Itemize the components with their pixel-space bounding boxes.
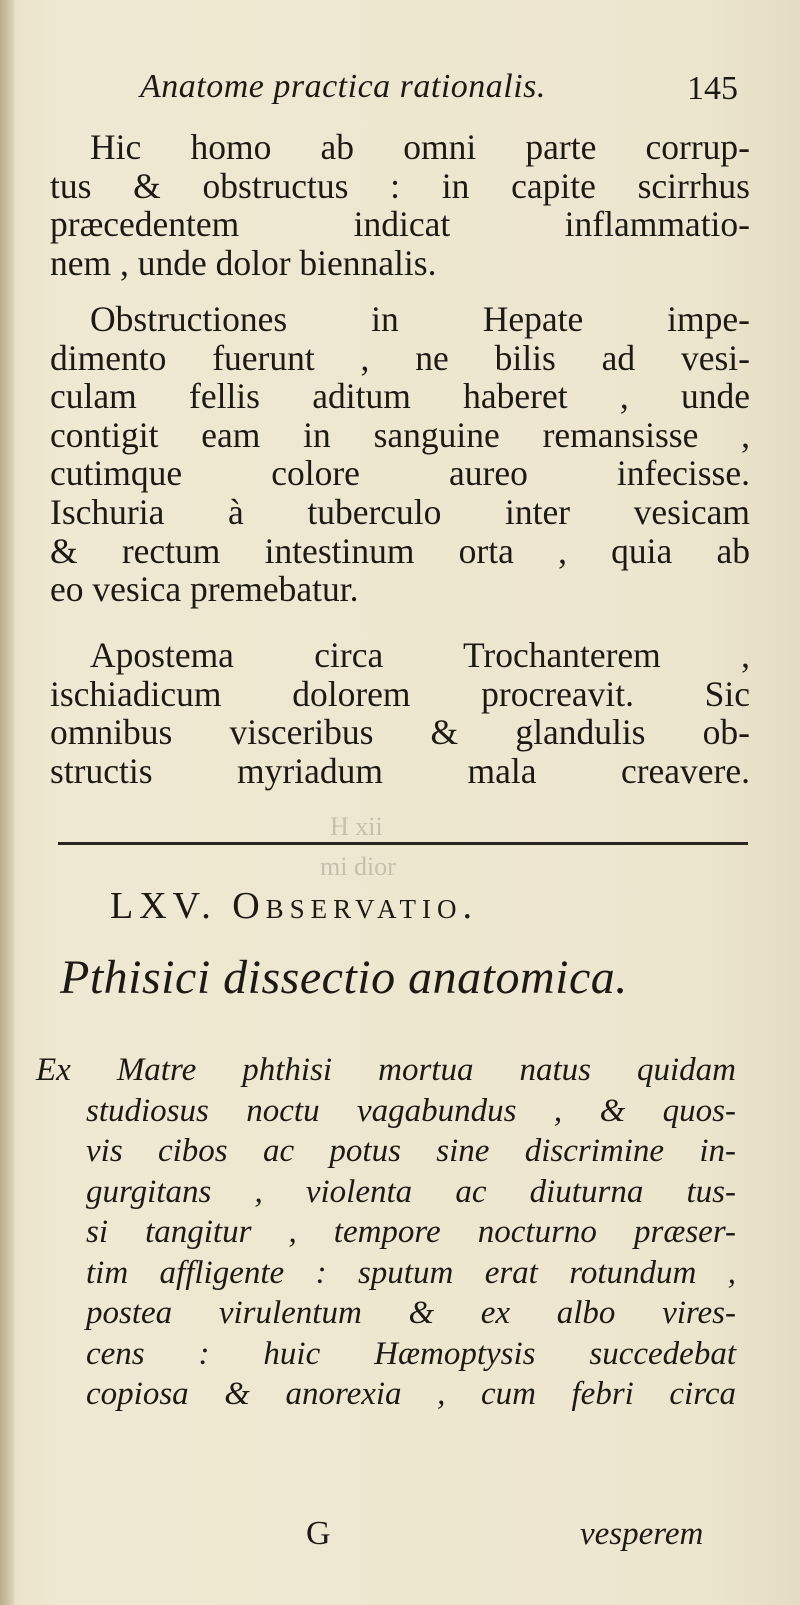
- page-number: 145: [687, 70, 738, 107]
- text-line: si tangitur , tempore nocturno præser-: [86, 1214, 736, 1250]
- observation-text: [36, 1050, 736, 1415]
- running-head: [118, 68, 738, 112]
- text-line: præcedentem indicat inflammatio-: [50, 204, 750, 245]
- text-line: Obstructiones in Hepate impe-: [90, 299, 750, 339]
- running-title: Anatome practica rationalis.: [140, 68, 546, 105]
- text-line: studiosus noctu vagabundus , & quos-: [86, 1092, 736, 1129]
- text-line: postea virulentum & ex albo vires-: [86, 1295, 736, 1331]
- section-rule: [58, 842, 748, 845]
- text-line: dimento fuerunt , ne bilis ad vesi-: [50, 337, 750, 378]
- text-line: cens : huic Hæmoptysis succedebat: [86, 1335, 736, 1372]
- text-line: structis myriadum mala creavere.: [50, 750, 750, 791]
- observation-subtitle: Pthisici dissectio anatomica.: [60, 951, 628, 1004]
- text-line: nem , unde dolor biennalis.: [50, 242, 437, 283]
- text-line: culam fellis aditum haberet , unde: [50, 376, 750, 417]
- text-line: & rectum intestinum orta , quia ab: [50, 530, 750, 571]
- paragraph-1: [50, 128, 750, 282]
- showthrough-text-upper: H xii: [330, 812, 383, 841]
- text-line: Ex Matre phthisi mortua natus quidam: [36, 1052, 736, 1088]
- text-line: gurgitans , violenta ac diuturna tus-: [86, 1173, 736, 1210]
- page-gutter: [0, 0, 14, 1605]
- text-line: omnibus visceribus & glandulis ob-: [50, 712, 750, 753]
- catchword: vesperem: [580, 1516, 704, 1552]
- text-line: Apostema circa Trochanterem ,: [90, 635, 750, 675]
- text-line: vis cibos ac potus sine discrimine in-: [86, 1133, 736, 1169]
- observation-heading: LXV. Observatio.: [110, 885, 479, 927]
- text-line: ischiadicum dolorem procreavit. Sic: [50, 673, 750, 714]
- paragraph-2: [50, 300, 750, 609]
- text-line: Ischuria à tuberculo inter vesicam: [50, 491, 750, 532]
- paragraph-3: [50, 636, 750, 790]
- text-line: eo vesica premebatur.: [50, 569, 359, 610]
- signature-mark: G: [306, 1515, 331, 1552]
- text-line: tus & obstructus : in capite scirrhus: [50, 165, 750, 206]
- text-line: cutimque colore aureo infecisse.: [50, 453, 750, 494]
- text-line: contigit eam in sanguine remansisse ,: [50, 414, 750, 455]
- showthrough-text-lower: mi dior: [320, 852, 396, 881]
- text-line: copiosa & anorexia , cum febri circa: [86, 1376, 736, 1412]
- text-line: tim affligente : sputum erat rotundum ,: [86, 1254, 736, 1291]
- text-line: Hic homo ab omni parte corrup-: [90, 127, 750, 167]
